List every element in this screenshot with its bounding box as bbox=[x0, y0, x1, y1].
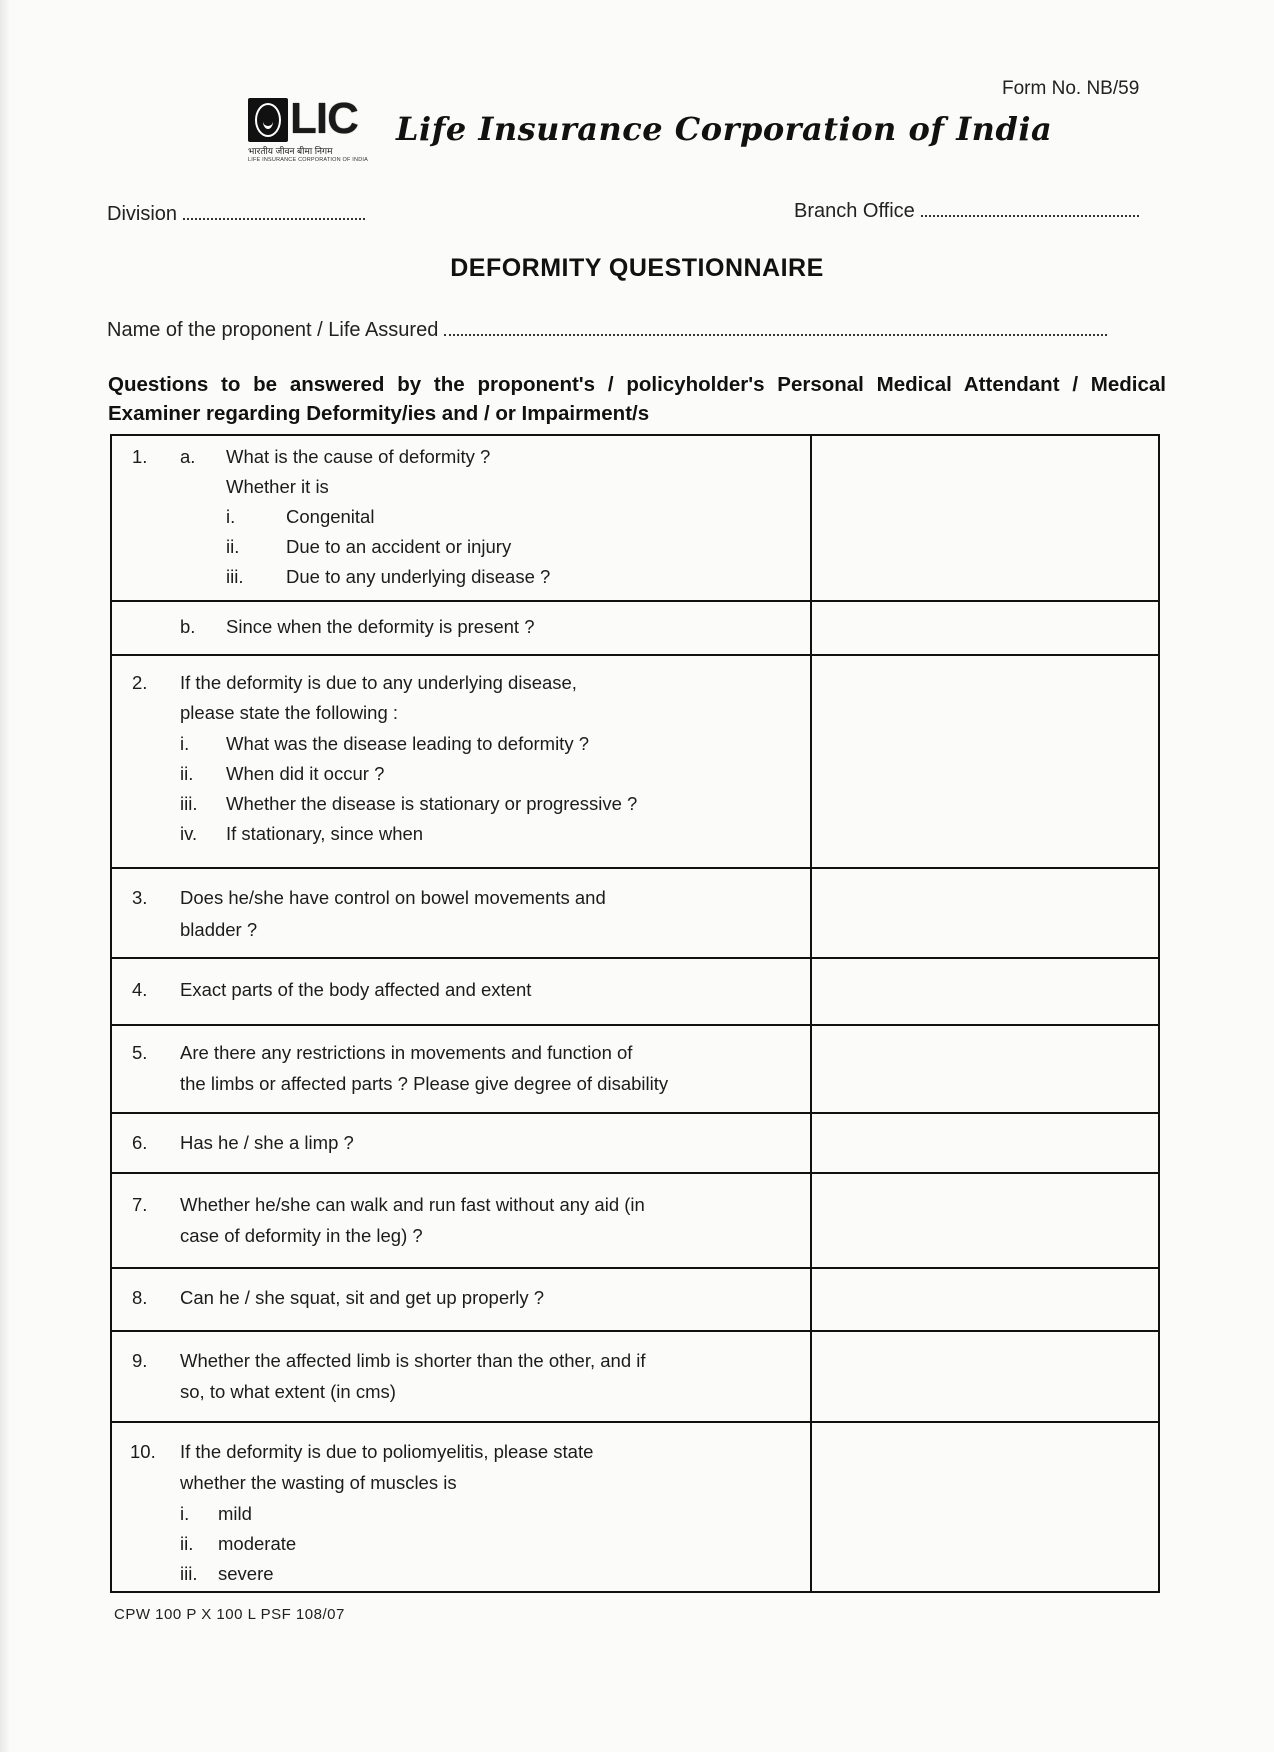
table-row-q5 bbox=[112, 1024, 1158, 1112]
option-mark: i. bbox=[180, 1503, 190, 1524]
question-text-2: bladder ? bbox=[180, 919, 258, 940]
option-mark: i. bbox=[180, 733, 190, 754]
question-number: 8. bbox=[132, 1287, 148, 1308]
question-number: 9. bbox=[132, 1350, 148, 1371]
table-row-q3 bbox=[112, 867, 1158, 957]
option-mark: iii. bbox=[180, 1563, 198, 1584]
question-text: Whether he/she can walk and run fast without any aid (in bbox=[180, 1194, 645, 1215]
table-row-q1a bbox=[112, 436, 1158, 600]
answer-cell-q8[interactable] bbox=[812, 1269, 1158, 1330]
question-text-2: please state the following : bbox=[180, 702, 399, 723]
answer-cell-q1a[interactable] bbox=[812, 436, 1158, 600]
question-text-2: Whether it is bbox=[226, 476, 329, 497]
question-number: 10. bbox=[130, 1441, 156, 1462]
question-cell bbox=[112, 1174, 812, 1267]
question-text-2: case of deformity in the leg) ? bbox=[180, 1225, 423, 1246]
branch-office-label: Branch Office bbox=[794, 200, 915, 222]
question-number: 7. bbox=[132, 1194, 148, 1215]
option-mark: iii. bbox=[180, 793, 198, 814]
logo-english-text: LIFE INSURANCE CORPORATION OF INDIA bbox=[248, 157, 368, 163]
proponent-name-label: Name of the proponent / Life Assured bbox=[107, 319, 439, 341]
branch-office-input[interactable] bbox=[921, 215, 1139, 217]
form-number: Form No. NB/59 bbox=[1002, 78, 1140, 99]
questionnaire-table bbox=[110, 434, 1160, 1593]
option-mark: ii. bbox=[180, 1533, 194, 1554]
division-input[interactable] bbox=[183, 218, 365, 220]
option-text: When did it occur ? bbox=[226, 763, 385, 784]
question-text-2: the limbs or affected parts ? Please give degree of disability bbox=[180, 1073, 669, 1094]
branch-office-field[interactable] bbox=[794, 200, 1139, 223]
answer-cell-q2[interactable] bbox=[812, 656, 1158, 867]
answer-cell-q4[interactable] bbox=[812, 959, 1158, 1024]
table-row-q10 bbox=[112, 1421, 1158, 1591]
question-text: Are there any restrictions in movements and function of bbox=[180, 1042, 633, 1063]
question-cell bbox=[112, 1423, 812, 1591]
question-cell bbox=[112, 436, 812, 600]
option-mark: ii. bbox=[180, 763, 194, 784]
option-text: severe bbox=[218, 1563, 274, 1584]
question-text: Does he/she have control on bowel movements and bbox=[180, 887, 606, 908]
option-mark: iii. bbox=[226, 566, 244, 587]
answer-cell-q10[interactable] bbox=[812, 1423, 1158, 1591]
question-cell bbox=[112, 602, 812, 654]
answer-cell-q9[interactable] bbox=[812, 1332, 1158, 1421]
question-cell bbox=[112, 1114, 812, 1172]
question-cell bbox=[112, 656, 812, 867]
logo-abbr: LIC bbox=[290, 94, 358, 143]
option-text: Whether the disease is stationary or progressive ? bbox=[226, 793, 638, 814]
lic-logo bbox=[248, 94, 378, 172]
table-row-q1b bbox=[112, 600, 1158, 654]
question-number: 4. bbox=[132, 979, 148, 1000]
table-row-q8 bbox=[112, 1267, 1158, 1330]
question-text: Has he / she a limp ? bbox=[180, 1132, 354, 1153]
answer-cell-q5[interactable] bbox=[812, 1026, 1158, 1112]
option-text: Due to any underlying disease ? bbox=[286, 566, 551, 587]
answer-cell-q3[interactable] bbox=[812, 869, 1158, 957]
question-number: 3. bbox=[132, 887, 148, 908]
question-number: 6. bbox=[132, 1132, 148, 1153]
lic-emblem-icon bbox=[248, 98, 288, 142]
question-cell bbox=[112, 959, 812, 1024]
option-text: If stationary, since when bbox=[226, 823, 424, 844]
answer-cell-q1b[interactable] bbox=[812, 602, 1158, 654]
option-mark: iv. bbox=[180, 823, 198, 844]
question-text-2: so, to what extent (in cms) bbox=[180, 1381, 396, 1402]
table-row-q2 bbox=[112, 654, 1158, 867]
answer-cell-q6[interactable] bbox=[812, 1114, 1158, 1172]
question-text: Can he / she squat, sit and get up properly ? bbox=[180, 1287, 545, 1308]
instructions: Questions to be answered by the proponent's / policyholder's Personal Medical Attendant / Medical Examiner regarding Deformity/ies and / or Impairment/s bbox=[108, 373, 1166, 425]
question-text: Whether the affected limb is shorter than the other, and if bbox=[180, 1350, 646, 1371]
option-text: What was the disease leading to deformity ? bbox=[226, 733, 589, 754]
question-text: Exact parts of the body affected and extent bbox=[180, 979, 532, 1000]
proponent-name-field[interactable] bbox=[107, 319, 1107, 342]
question-number: 2. bbox=[132, 672, 148, 693]
division-field[interactable] bbox=[107, 203, 365, 226]
question-number: 5. bbox=[132, 1042, 148, 1063]
question-sub-letter: b. bbox=[180, 616, 196, 637]
table-row-q6 bbox=[112, 1112, 1158, 1172]
option-text: Congenital bbox=[286, 506, 375, 527]
option-text: Due to an accident or injury bbox=[286, 536, 512, 557]
proponent-name-input[interactable] bbox=[444, 334, 1107, 336]
table-row-q7 bbox=[112, 1172, 1158, 1267]
table-row-q4 bbox=[112, 957, 1158, 1024]
question-text: What is the cause of deformity ? bbox=[226, 446, 491, 467]
answer-cell-q7[interactable] bbox=[812, 1174, 1158, 1267]
question-cell bbox=[112, 869, 812, 957]
question-sub-letter: a. bbox=[180, 446, 196, 467]
option-text: moderate bbox=[218, 1533, 297, 1554]
logo-hindi-text: भारतीय जीवन बीमा निगम bbox=[248, 146, 333, 156]
question-number: 1. bbox=[132, 446, 148, 467]
option-mark: i. bbox=[226, 506, 236, 527]
question-text: If the deformity is due to any underlying disease, bbox=[180, 672, 577, 693]
division-label: Division bbox=[107, 203, 178, 225]
option-text: mild bbox=[218, 1503, 252, 1524]
option-mark: ii. bbox=[226, 536, 240, 557]
question-cell bbox=[112, 1269, 812, 1330]
question-cell bbox=[112, 1026, 812, 1112]
print-code-footer: CPW 100 P X 100 L PSF 108/07 bbox=[114, 1606, 345, 1623]
question-text: Since when the deformity is present ? bbox=[226, 616, 535, 637]
table-row-q9 bbox=[112, 1330, 1158, 1421]
organization-name: Life Insurance Corporation of India bbox=[396, 110, 1053, 148]
question-text-2: whether the wasting of muscles is bbox=[180, 1472, 457, 1493]
form-title: DEFORMITY QUESTIONNAIRE bbox=[450, 254, 824, 282]
question-cell bbox=[112, 1332, 812, 1421]
question-text: If the deformity is due to poliomyelitis, please state bbox=[180, 1441, 594, 1462]
